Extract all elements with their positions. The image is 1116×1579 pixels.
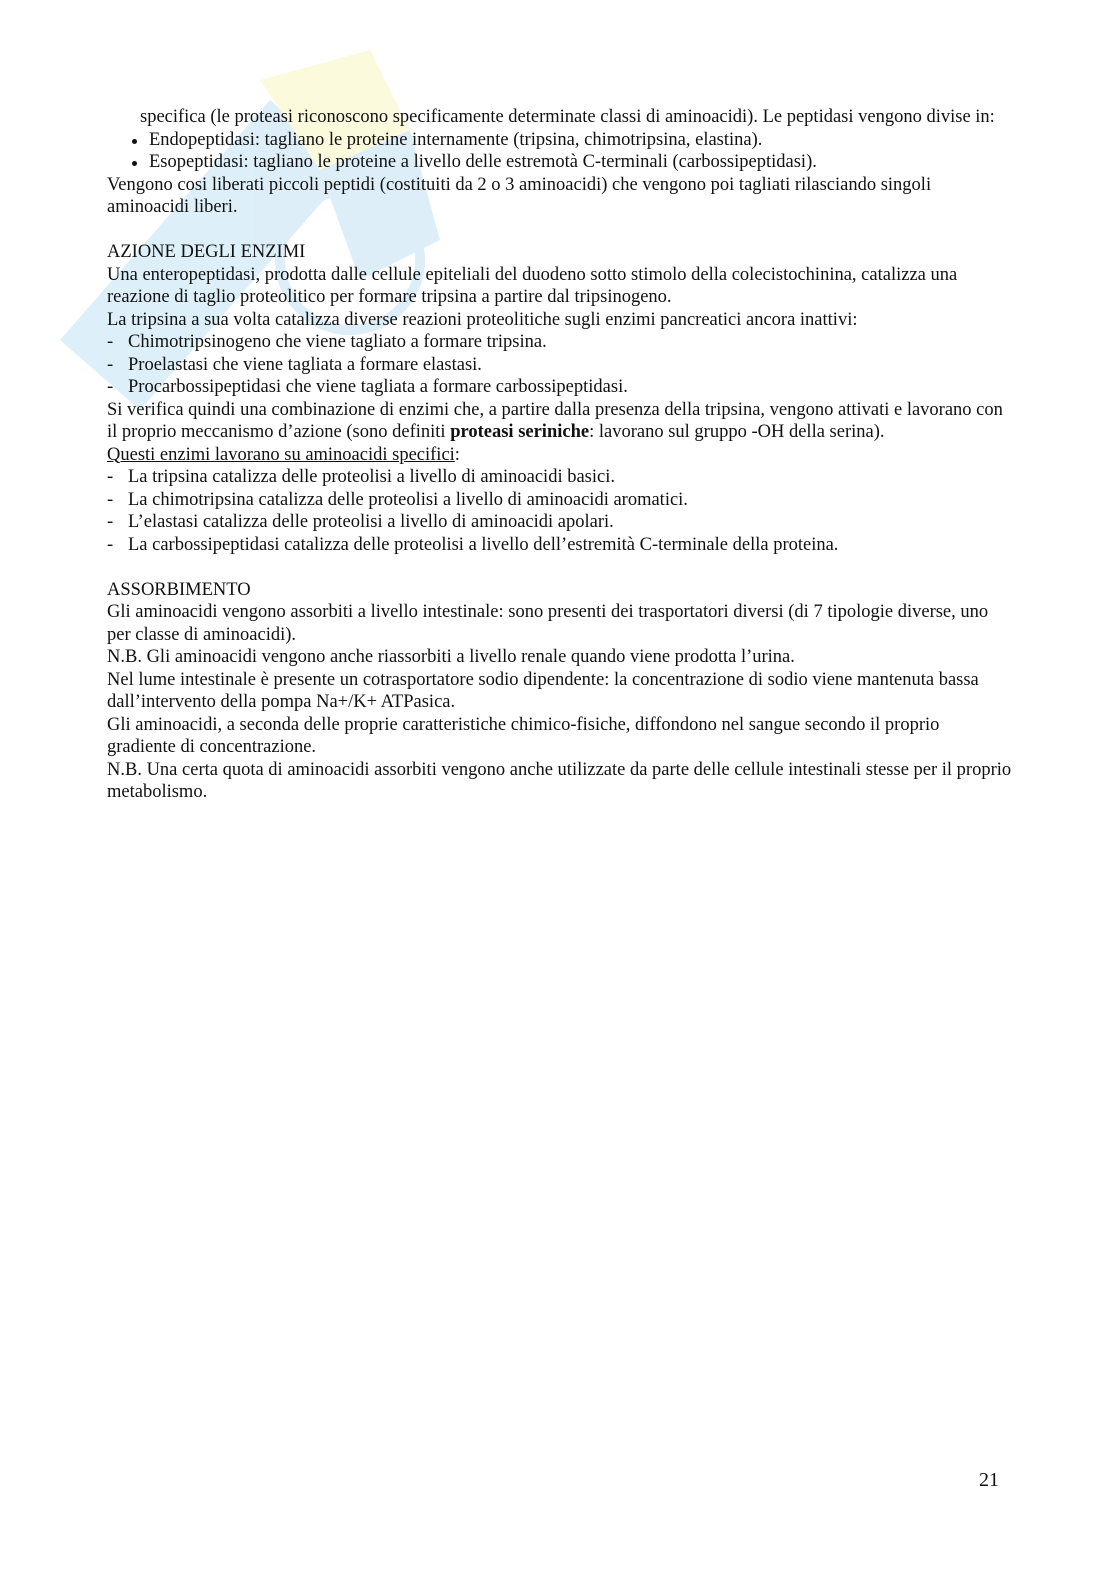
paragraph: N.B. Una certa quota di aminoacidi assorbiti vengono anche utilizzate da parte delle cellule intestinali stesse per il proprio metabolismo. — [107, 759, 1012, 802]
paragraph: Una enteropeptidasi, prodotta dalle cellule epiteliali del duodeno sotto stimolo della colecistochinina, catalizza una reazione di taglio proteolitico per formare tripsina a partire dal tripsinogeno. — [107, 264, 958, 307]
list-item: - La carbossipeptidasi catalizza delle proteolisi a livello dell’estremità C-terminale della proteina. — [107, 534, 1012, 557]
list-item: - Chimotripsinogeno che viene tagliato a formare tripsina. — [107, 331, 1012, 354]
proenzyme-list — [107, 331, 1012, 399]
underlined-text: Questi enzimi lavorano su aminoacidi specifici — [107, 444, 455, 465]
peptidase-list — [107, 129, 1012, 174]
list-item: - L’elastasi catalizza delle proteolisi a livello di aminoacidi apolari. — [107, 511, 1012, 534]
page-number: 21 — [979, 1469, 999, 1491]
bold-term: proteasi seriniche — [450, 422, 590, 442]
section-heading-azione: AZIONE DEGLI ENZIMI — [107, 242, 306, 262]
list-item: Esopeptidasi: tagliano le proteine a livello delle estremotà C-terminali (carbossipeptidasi). — [107, 151, 1012, 174]
colon: : — [454, 444, 460, 465]
list-item: - La tripsina catalizza delle proteolisi a livello di aminoacidi basici. — [107, 466, 1012, 489]
paragraph — [107, 399, 1012, 444]
section-heading-assorbimento: ASSORBIMENTO — [107, 579, 251, 600]
paragraph: Nel lume intestinale è presente un cotrasportatore sodio dipendente: la concentrazione di sodio viene mantenuta bassa dall’intervento della pompa Na+/K+ ATPasica. — [107, 669, 979, 712]
paragraph-text: Si verifica quindi una combinazione di enzimi che, a partire dalla presenza della tripsina, vengono attivati e lavorano con il proprio meccanismo d’azione (sono definiti — [107, 399, 1003, 442]
intro-text: specifica (le proteasi riconoscono specificamente determinate classi di aminoacidi). Le peptidasi vengono divise in: — [140, 107, 995, 127]
list-item: - La chimotripsina catalizza delle proteolisi a livello di aminoacidi aromatici. — [107, 489, 1012, 512]
document-page — [107, 106, 1012, 804]
paragraph: Gli aminoacidi, a seconda delle proprie caratteristiche chimico-fisiche, diffondono nel sangue secondo il proprio gradiente di concentrazione. — [107, 714, 940, 757]
paragraph: La tripsina a sua volta catalizza diverse reazioni proteolitiche sugli enzimi pancreatici ancora inattivi: — [107, 309, 858, 330]
paragraph: N.B. Gli aminoacidi vengono anche riassorbiti a livello renale quando viene prodotta l’urina. — [107, 647, 795, 667]
paragraph: Vengono cosi liberati piccoli peptidi (costituiti da 2 o 3 aminoacidi) che vengono poi tagliati rilasciando singoli aminoacidi liberi. — [107, 174, 932, 217]
enzyme-specificity-list — [107, 466, 1012, 556]
paragraph — [107, 444, 1012, 467]
list-item: Endopeptidasi: tagliano le proteine internamente (tripsina, chimotripsina, elastina). — [107, 129, 1012, 152]
paragraph: Gli aminoacidi vengono assorbiti a livello intestinale: sono presenti dei trasportatori diversi (di 7 tipologie diverse, uno per classe di aminoacidi). — [107, 602, 989, 645]
list-item: - Procarbossipeptidasi che viene tagliata a formare carbossipeptidasi. — [107, 376, 1012, 399]
list-item: - Proelastasi che viene tagliata a formare elastasi. — [107, 354, 1012, 377]
paragraph-text: : lavorano sul gruppo -OH della serina). — [589, 422, 885, 442]
